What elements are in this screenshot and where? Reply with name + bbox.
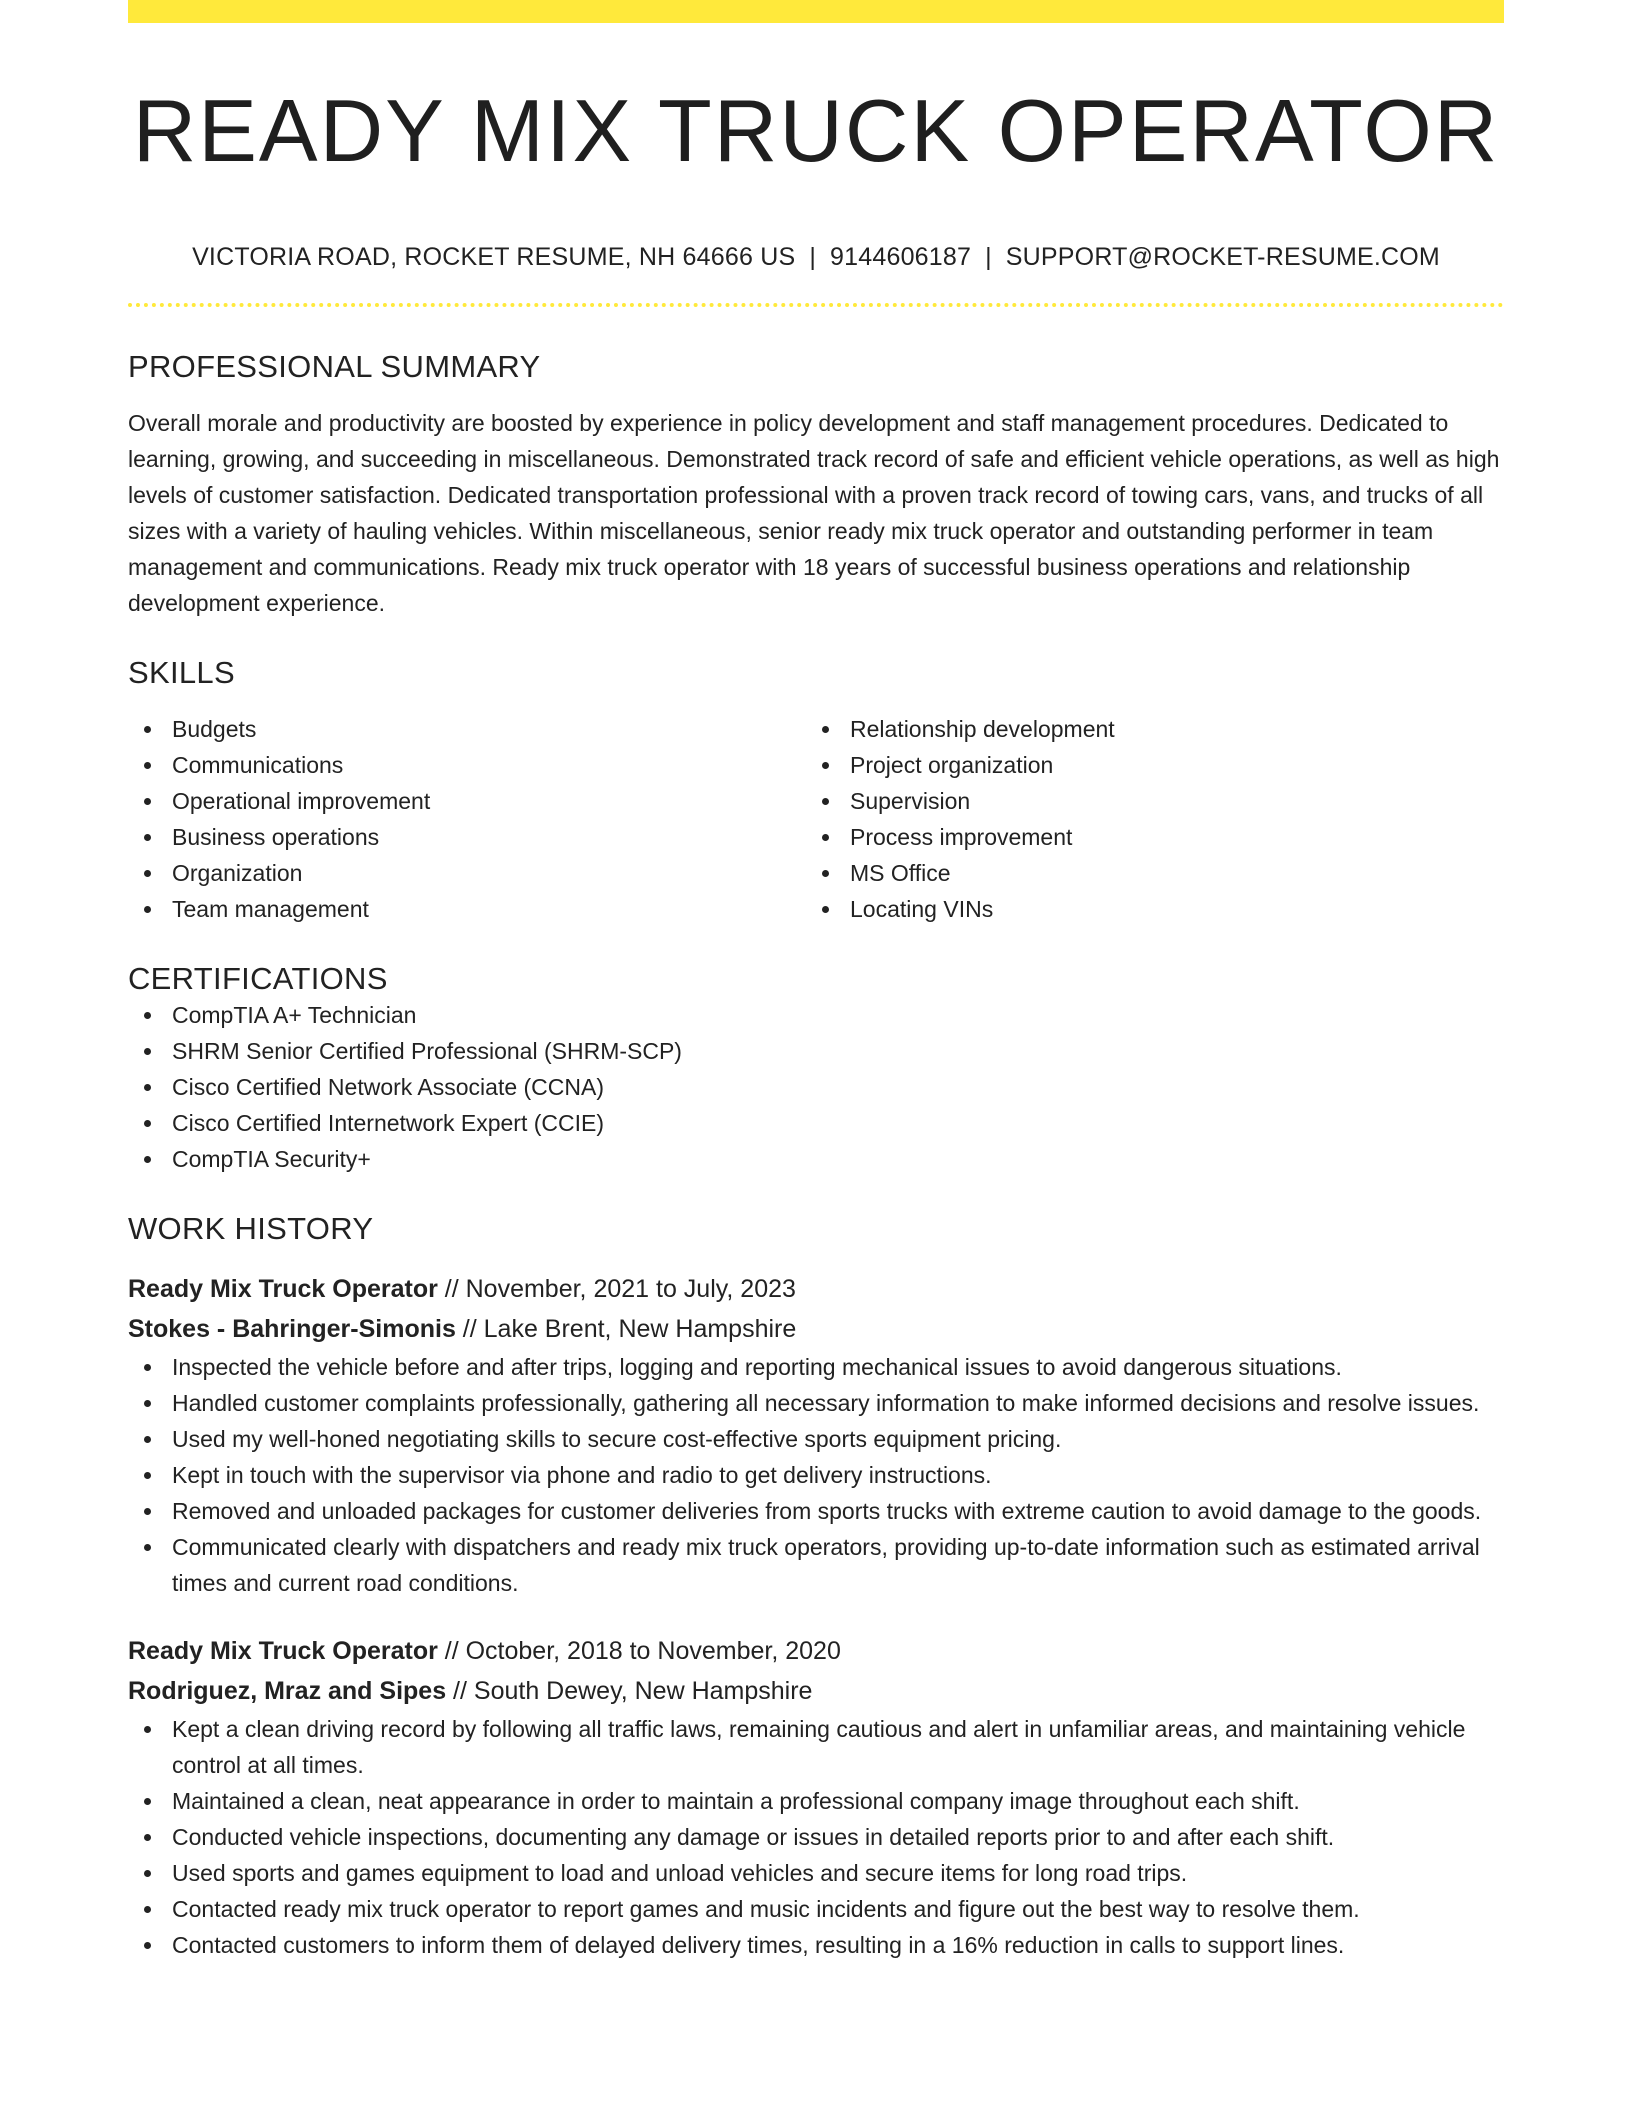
skill-item: Relationship development <box>806 711 1484 747</box>
contact-email[interactable]: SUPPORT@ROCKET-RESUME.COM <box>1005 243 1440 271</box>
job-duty-item: Conducted vehicle inspections, documenting any damage or issues in detailed reports prior to and after each shift. <box>128 1819 1504 1855</box>
certifications-list <box>128 997 1504 1177</box>
job-dates: // October, 2018 to November, 2020 <box>437 1637 841 1665</box>
skill-item: Team management <box>128 891 806 927</box>
job-duty-item: Contacted ready mix truck operator to report games and music incidents and figure out the best way to resolve them. <box>128 1891 1504 1927</box>
job-duty-item: Used sports and games equipment to load and unload vehicles and secure items for long road trips. <box>128 1855 1504 1891</box>
resume-name: READY MIX TRUCK OPERATOR <box>132 81 1500 180</box>
work-history-heading: WORK HISTORY <box>128 1211 374 1246</box>
summary-text: Overall morale and productivity are boosted by experience in policy development and staff management procedures. Dedicated to learning, growing, and succeeding in miscellaneous. Demonstrated track record of safe and efficient vehicle operations, as well as high levels of customer satisfaction. Dedicated transportation professional with a proven track record of towing cars, vans, and trucks of all sizes with a variety of hauling vehicles. Within miscellaneous, senior ready mix truck operator and outstanding performer in team management and communications. Ready mix truck operator with 18 years of successful business operations and relationship development experience. <box>128 410 1500 616</box>
accent-top-bar <box>128 0 1504 23</box>
job-company-line <box>128 1309 1504 1349</box>
contact-address: VICTORIA ROAD, ROCKET RESUME, NH 64666 US <box>192 243 796 271</box>
job-duty-item: Inspected the vehicle before and after trips, logging and reporting mechanical issues to avoid dangerous situations. <box>128 1349 1504 1385</box>
resume-page <box>128 0 1504 1963</box>
job-entry <box>128 1631 1504 1963</box>
job-company: Rodriguez, Mraz and Sipes <box>128 1677 447 1705</box>
skills-list-right <box>806 711 1484 927</box>
skill-item: Operational improvement <box>128 783 806 819</box>
skill-item: Process improvement <box>806 819 1484 855</box>
skills-column-left <box>128 711 806 927</box>
certification-item: Cisco Certified Internetwork Expert (CCIE) <box>128 1105 1504 1141</box>
skills-grid <box>128 711 1504 927</box>
skills-list-left <box>128 711 806 927</box>
job-duty-item: Kept a clean driving record by following all traffic laws, remaining cautious and alert in unfamiliar areas, and maintaining vehicle control at all times. <box>128 1711 1504 1783</box>
contact-separator: | <box>985 243 992 271</box>
certifications-heading: CERTIFICATIONS <box>128 961 388 996</box>
skill-item: Supervision <box>806 783 1484 819</box>
certification-item: SHRM Senior Certified Professional (SHRM-SCP) <box>128 1033 1504 1069</box>
job-role-line <box>128 1269 1504 1309</box>
job-dates: // November, 2021 to July, 2023 <box>437 1275 796 1303</box>
skill-item: Locating VINs <box>806 891 1484 927</box>
job-entry <box>128 1269 1504 1601</box>
skill-item: Organization <box>128 855 806 891</box>
job-duty-item: Contacted customers to inform them of delayed delivery times, resulting in a 16% reduction in calls to support lines. <box>128 1927 1504 1963</box>
contact-separator: | <box>809 243 817 271</box>
job-duties-list <box>128 1349 1504 1601</box>
certification-item: CompTIA Security+ <box>128 1141 1504 1177</box>
dotted-divider <box>128 303 1504 307</box>
job-company-line <box>128 1671 1504 1711</box>
job-role: Ready Mix Truck Operator <box>128 1637 438 1665</box>
job-duties-list <box>128 1711 1504 1963</box>
job-duty-item: Handled customer complaints professionally, gathering all necessary information to make informed decisions and resolve issues. <box>128 1385 1504 1421</box>
job-duty-item: Removed and unloaded packages for customer deliveries from sports trucks with extreme caution to avoid damage to the goods. <box>128 1493 1504 1529</box>
skill-item: MS Office <box>806 855 1484 891</box>
job-duty-item: Used my well-honed negotiating skills to secure cost-effective sports equipment pricing. <box>128 1421 1504 1457</box>
job-role-line <box>128 1631 1504 1671</box>
skills-heading: SKILLS <box>128 655 235 690</box>
skill-item: Communications <box>128 747 806 783</box>
contact-line <box>128 241 1504 273</box>
skills-column-right <box>806 711 1484 927</box>
job-role: Ready Mix Truck Operator <box>128 1275 438 1303</box>
job-location: // South Dewey, New Hampshire <box>446 1677 813 1705</box>
job-duty-item: Kept in touch with the supervisor via phone and radio to get delivery instructions. <box>128 1457 1504 1493</box>
skill-item: Business operations <box>128 819 806 855</box>
job-location: // Lake Brent, New Hampshire <box>455 1315 797 1343</box>
job-company: Stokes - Bahringer-Simonis <box>128 1315 456 1343</box>
certification-item: Cisco Certified Network Associate (CCNA) <box>128 1069 1504 1105</box>
contact-phone[interactable]: 9144606187 <box>830 243 972 271</box>
skill-item: Project organization <box>806 747 1484 783</box>
job-duty-item: Communicated clearly with dispatchers and ready mix truck operators, providing up-to-date information such as estimated arrival times and current road conditions. <box>128 1529 1504 1601</box>
job-duty-item: Maintained a clean, neat appearance in order to maintain a professional company image throughout each shift. <box>128 1783 1504 1819</box>
skill-item: Budgets <box>128 711 806 747</box>
certification-item: CompTIA A+ Technician <box>128 997 1504 1033</box>
summary-heading: PROFESSIONAL SUMMARY <box>128 349 541 384</box>
